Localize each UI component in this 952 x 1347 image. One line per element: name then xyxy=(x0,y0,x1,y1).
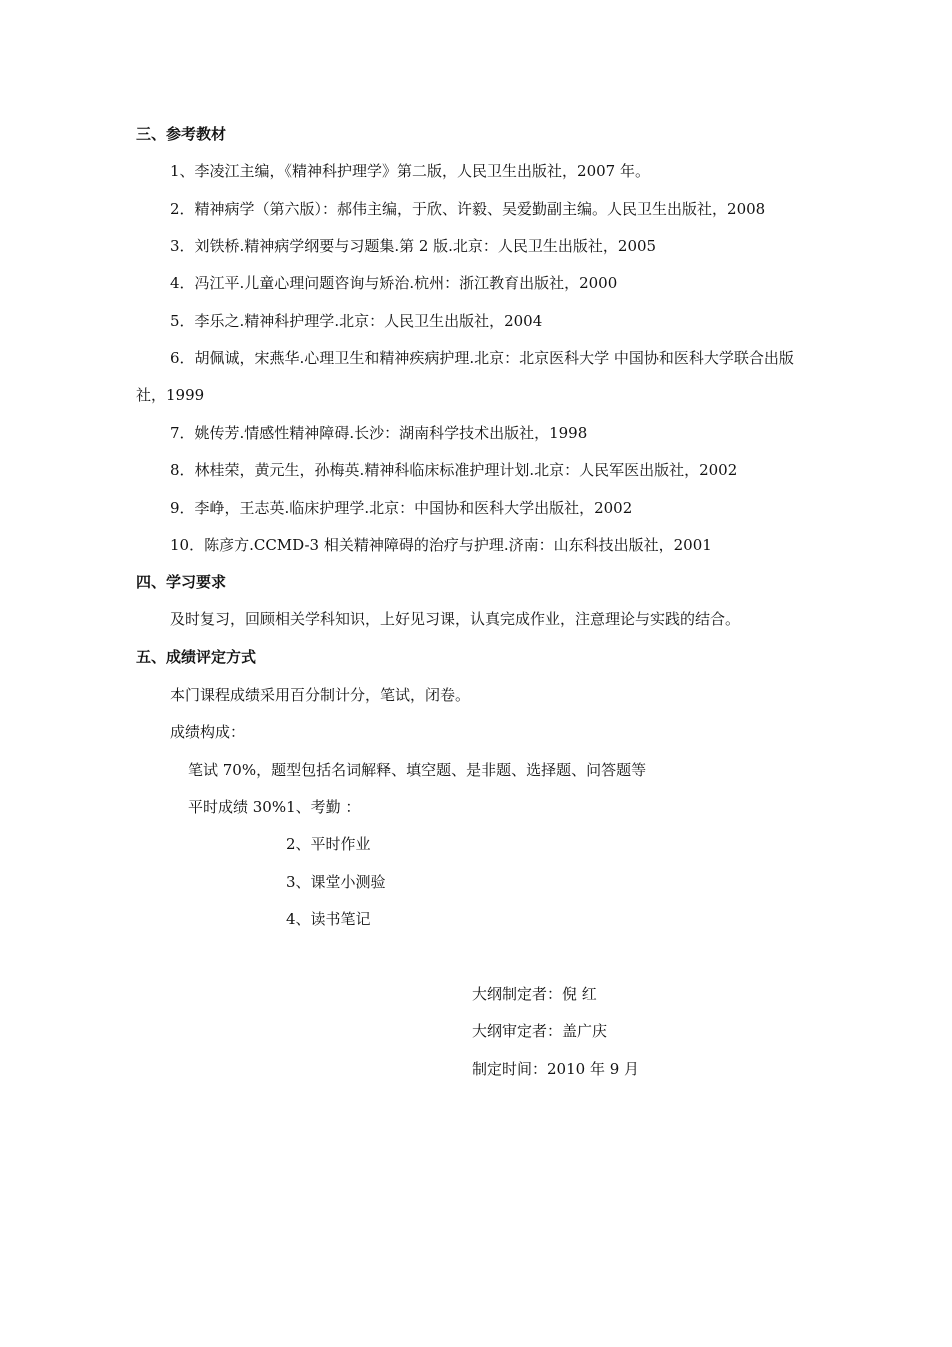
signature-reviewer: 大纲审定者：盖广庆 xyxy=(472,1022,608,1040)
grading-composition-label: 成绩构成： xyxy=(170,723,246,741)
reference-item-6-continued: 社，1999 xyxy=(136,386,205,404)
section-heading-grading: 五、成绩评定方式 xyxy=(136,648,257,666)
grading-regular-item-4: 4、读书笔记 xyxy=(286,910,371,928)
section-heading-textbooks: 三、参考教材 xyxy=(136,125,227,143)
reference-item-2: 2．精神病学（第六版）：郝伟主编，于欣、许毅、吴爱勤副主编。人民卫生出版社，2008 xyxy=(170,200,766,218)
reference-item-8: 8．林桂荣，黄元生，孙梅英.精神科临床标准护理计划.北京：人民军医出版社，2002 xyxy=(170,461,738,479)
reference-item-5: 5．李乐之.精神科护理学.北京：人民卫生出版社，2004 xyxy=(170,312,543,330)
signature-date: 制定时间：2010 年 9 月 xyxy=(472,1060,640,1078)
requirements-text: 及时复习，回顾相关学科知识，上好见习课，认真完成作业，注意理论与实践的结合。 xyxy=(170,610,741,628)
reference-item-1: 1、李凌江主编，《精神科护理学》第二版，人民卫生出版社，2007 年。 xyxy=(170,162,650,180)
reference-item-7: 7．姚传芳.情感性精神障碍.长沙：湖南科学技术出版社，1998 xyxy=(170,424,588,442)
reference-item-3: 3．刘铁桥.精神病学纲要与习题集.第 2 版.北京：人民卫生出版社，2005 xyxy=(170,237,657,255)
grading-method-text: 本门课程成绩采用百分制计分，笔试，闭卷。 xyxy=(170,686,471,704)
reference-item-10: 10．陈彦方.CCMD-3 相关精神障碍的治疗与护理.济南：山东科技出版社，2001 xyxy=(170,536,712,554)
grading-regular-text: 平时成绩 30%1、考勤 ： xyxy=(188,798,361,816)
grading-regular-item-3: 3、课堂小测验 xyxy=(286,873,386,891)
signature-author: 大纲制定者：倪 红 xyxy=(472,985,597,1003)
grading-exam-text: 笔试 70%，题型包括名词解释、填空题、是非题、选择题、问答题等 xyxy=(188,761,647,779)
grading-regular-item-2: 2、平时作业 xyxy=(286,835,371,853)
section-heading-requirements: 四、学习要求 xyxy=(136,573,227,591)
reference-item-4: 4．冯江平.儿童心理问题咨询与矫治.杭州：浙江教育出版社，2000 xyxy=(170,274,618,292)
reference-item-9: 9．李峥，王志英.临床护理学.北京：中国协和医科大学出版社，2002 xyxy=(170,499,633,517)
reference-item-6: 6．胡佩诚，宋燕华.心理卫生和精神疾病护理.北京：北京医科大学 中国协和医科大学联合出版 xyxy=(170,349,794,367)
